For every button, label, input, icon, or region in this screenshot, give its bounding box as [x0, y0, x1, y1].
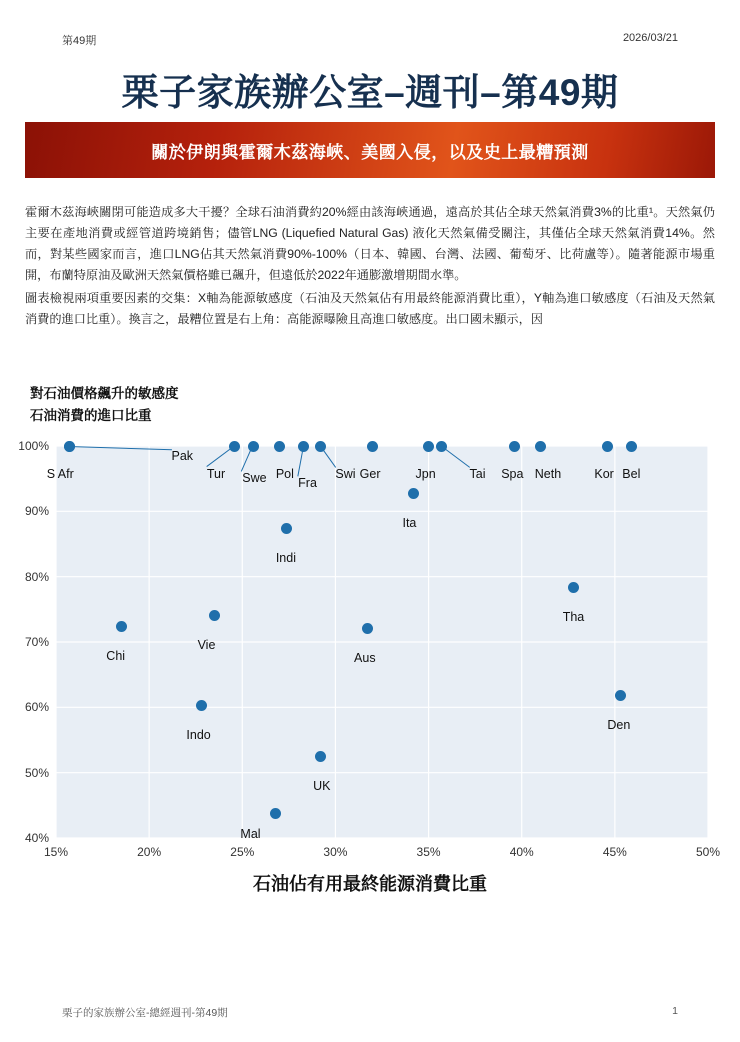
- data-point-label: Bel: [622, 466, 641, 481]
- x-axis-title: 石油佔有用最終能源消費比重: [253, 874, 487, 894]
- x-tick-label: 30%: [323, 845, 348, 859]
- data-point: [423, 441, 434, 452]
- data-point: [535, 441, 546, 452]
- y-tick-label: 40%: [24, 831, 49, 845]
- data-point-label: Pol: [275, 466, 294, 481]
- chart-caption-line-1: 對石油價格飆升的敏感度: [30, 386, 179, 401]
- page-header: [0, 32, 740, 48]
- data-point: [274, 441, 285, 452]
- issue-number: 第49期: [62, 35, 97, 47]
- data-point-label: Jpn: [415, 466, 436, 481]
- data-point-label: Tha: [562, 609, 585, 624]
- x-tick-label: 50%: [695, 845, 721, 859]
- data-point-label: Chi: [106, 649, 126, 664]
- y-tick-label: 100%: [18, 439, 49, 453]
- page-footer: [0, 1005, 740, 1020]
- data-point-label: Neth: [534, 466, 562, 481]
- data-point-label: Ger: [359, 466, 381, 481]
- data-point: [602, 441, 613, 452]
- data-point-label: Tur: [206, 466, 226, 481]
- data-point-label: S Afr: [46, 466, 74, 481]
- data-point-label: Swe: [242, 471, 267, 486]
- x-tick-label: 20%: [137, 845, 162, 859]
- y-tick-label: 90%: [24, 504, 49, 519]
- article-body: [25, 202, 715, 332]
- data-point-label: Den: [607, 717, 631, 732]
- data-point: [362, 623, 373, 634]
- plot-area: [18, 439, 721, 859]
- data-point: [626, 441, 637, 452]
- page-number: 1: [672, 1005, 678, 1017]
- banner-headline: 關於伊朗與霍爾木茲海峽、美國入侵，以及史上最糟預測: [151, 142, 589, 162]
- data-point-label: Aus: [354, 651, 376, 666]
- paragraph-1: 霍爾木茲海峽關閉可能造成多大干擾？全球石油消費約20%經由該海峽通過，遠高於其佔全球天然氣消費3%的比重¹。天然氣仍主要在產地消費或經管道跨境銷售；儘管LNG (Liquefied Natural Gas) 液化天然氣備受關注，其僅佔全球天然氣消費14%。然而，對某些國家而言，進口LNG佔其天然氣消費90%-100%（日本、韓國、台灣、法國、葡萄牙、比荷盧等）。隨著能源市場重開，布蘭特原油及歐洲天然氣價格雖已飆升，但遠低於2022年通膨激增期間水準。: [25, 205, 715, 282]
- data-point-label: Tai: [469, 466, 486, 481]
- data-point-label: Indi: [275, 551, 296, 566]
- data-point: [64, 441, 75, 452]
- data-point-label: Vie: [197, 638, 216, 653]
- data-point-label: Kor: [594, 466, 614, 481]
- x-tick-label: 45%: [602, 845, 627, 859]
- data-point-label: Spa: [501, 466, 524, 481]
- data-point: [270, 808, 281, 819]
- data-point-label: Indo: [186, 727, 211, 742]
- data-point: [509, 441, 520, 452]
- data-point-label: UK: [313, 778, 331, 793]
- y-tick-label: 60%: [24, 700, 49, 715]
- x-tick-label: 15%: [43, 845, 69, 859]
- x-tick-label: 25%: [230, 845, 255, 859]
- x-tick-label: 40%: [509, 845, 534, 859]
- publish-date: 2026/03/21: [622, 32, 678, 44]
- chart-caption-line-2: 石油消費的進口比重: [30, 408, 152, 424]
- data-point-label: Ita: [402, 515, 417, 530]
- data-point: [615, 690, 626, 701]
- paragraph-2: 圖表檢視兩項重要因素的交集：X軸為能源敏感度（石油及天然氣佔有用最終能源消費比重），Y軸為進口敏感度（石油及天然氣消費的進口比重）。換言之，最糟位置是右上角：高能源曝險且高進口敏感度。出口國未顯示，因: [25, 290, 715, 326]
- data-point: [196, 700, 207, 711]
- data-point-label: Swi: [335, 466, 356, 481]
- page-title: 栗子家族辦公室–週刊–第49期: [121, 72, 619, 113]
- footer-source: 栗子的家族辦公室-總經週刊-第49期: [62, 1007, 228, 1019]
- data-point-label: Pak: [171, 449, 194, 464]
- x-tick-label: 35%: [416, 845, 441, 859]
- y-tick-label: 50%: [24, 765, 49, 780]
- chart-axis-caption: [30, 383, 179, 428]
- scatter-chart: [18, 439, 721, 859]
- grid-lines: [56, 446, 708, 838]
- data-point: [315, 751, 326, 762]
- data-point-label: Mal: [240, 826, 261, 841]
- data-point-label: Fra: [298, 476, 317, 491]
- y-tick-label: 80%: [24, 569, 49, 584]
- data-point: [367, 441, 378, 452]
- y-tick-label: 70%: [24, 635, 49, 649]
- headline-banner: [25, 122, 715, 178]
